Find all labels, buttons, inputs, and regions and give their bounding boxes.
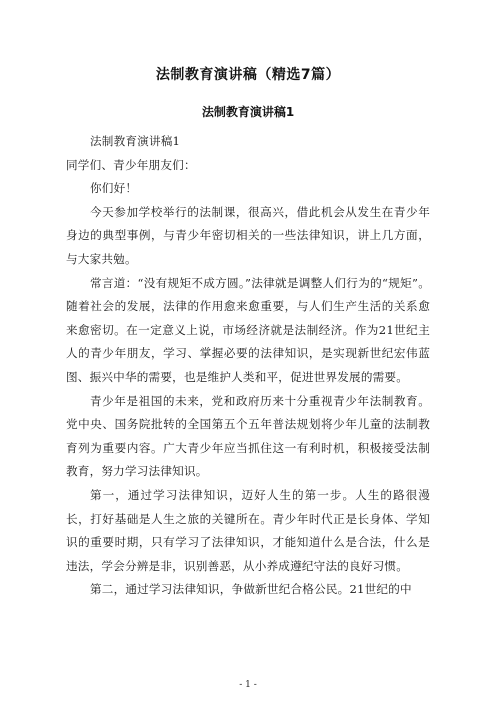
page-number: - 1 -: [239, 680, 257, 690]
paragraph-heading: 法制教育演讲稿1: [90, 134, 181, 148]
document-body: [66, 130, 430, 602]
paragraph-rules: 常言道：“没有规矩不成方圆。”法律就是调整人们行为的“规矩”。随着社会的发展，法律的作用愈来愈重要，与人们生产生活的关系愈来愈密切。在一定意义上说，市场经济就是法制经济。作为21世纪主人的青少年朋友，学习、掌握必要的法律知识，是实现新世纪宏伟蓝图、振兴中华的需要，也是维护人类和平，促进世界发展的需要。: [66, 275, 430, 384]
document-title: 法制教育演讲稿（精选7篇）: [155, 67, 341, 83]
paragraph-first-point: 第一，通过学习法律知识，迈好人生的第一步。人生的路很漫长，打好基础是人生之旅的关键所在。青少年时代正是长身体、学知识的重要时期，只有学习了法律知识，才能知道什么是合法，什么是违法，学会分辨是非，识别善恶，从小养成遵纪守法的良好习惯。: [66, 487, 430, 573]
paragraph-intro: 今天参加学校举行的法制课，很高兴，借此机会从发生在青少年身边的典型事例，与青少年密切相关的一些法律知识，讲上几方面，与大家共勉。: [66, 204, 430, 266]
paragraph-greeting: 你们好！: [90, 181, 138, 196]
paragraph-second-point: 第二，通过学习法律知识，争做新世纪合格公民。21世纪的中: [90, 582, 412, 597]
paragraph-salutation: 同学们、青少年朋友们：: [66, 157, 196, 172]
paragraph-youth: 青少年是祖国的未来，党和政府历来十分重视青少年法制教育。党中央、国务院批转的全国第五个五年普法规划将少年儿童的法制教育列为重要内容。广大青少年应当抓住这一有利时机，积极接受法制教育，努力学习法律知识。: [66, 393, 430, 479]
section-title: 法制教育演讲稿1: [201, 105, 295, 119]
